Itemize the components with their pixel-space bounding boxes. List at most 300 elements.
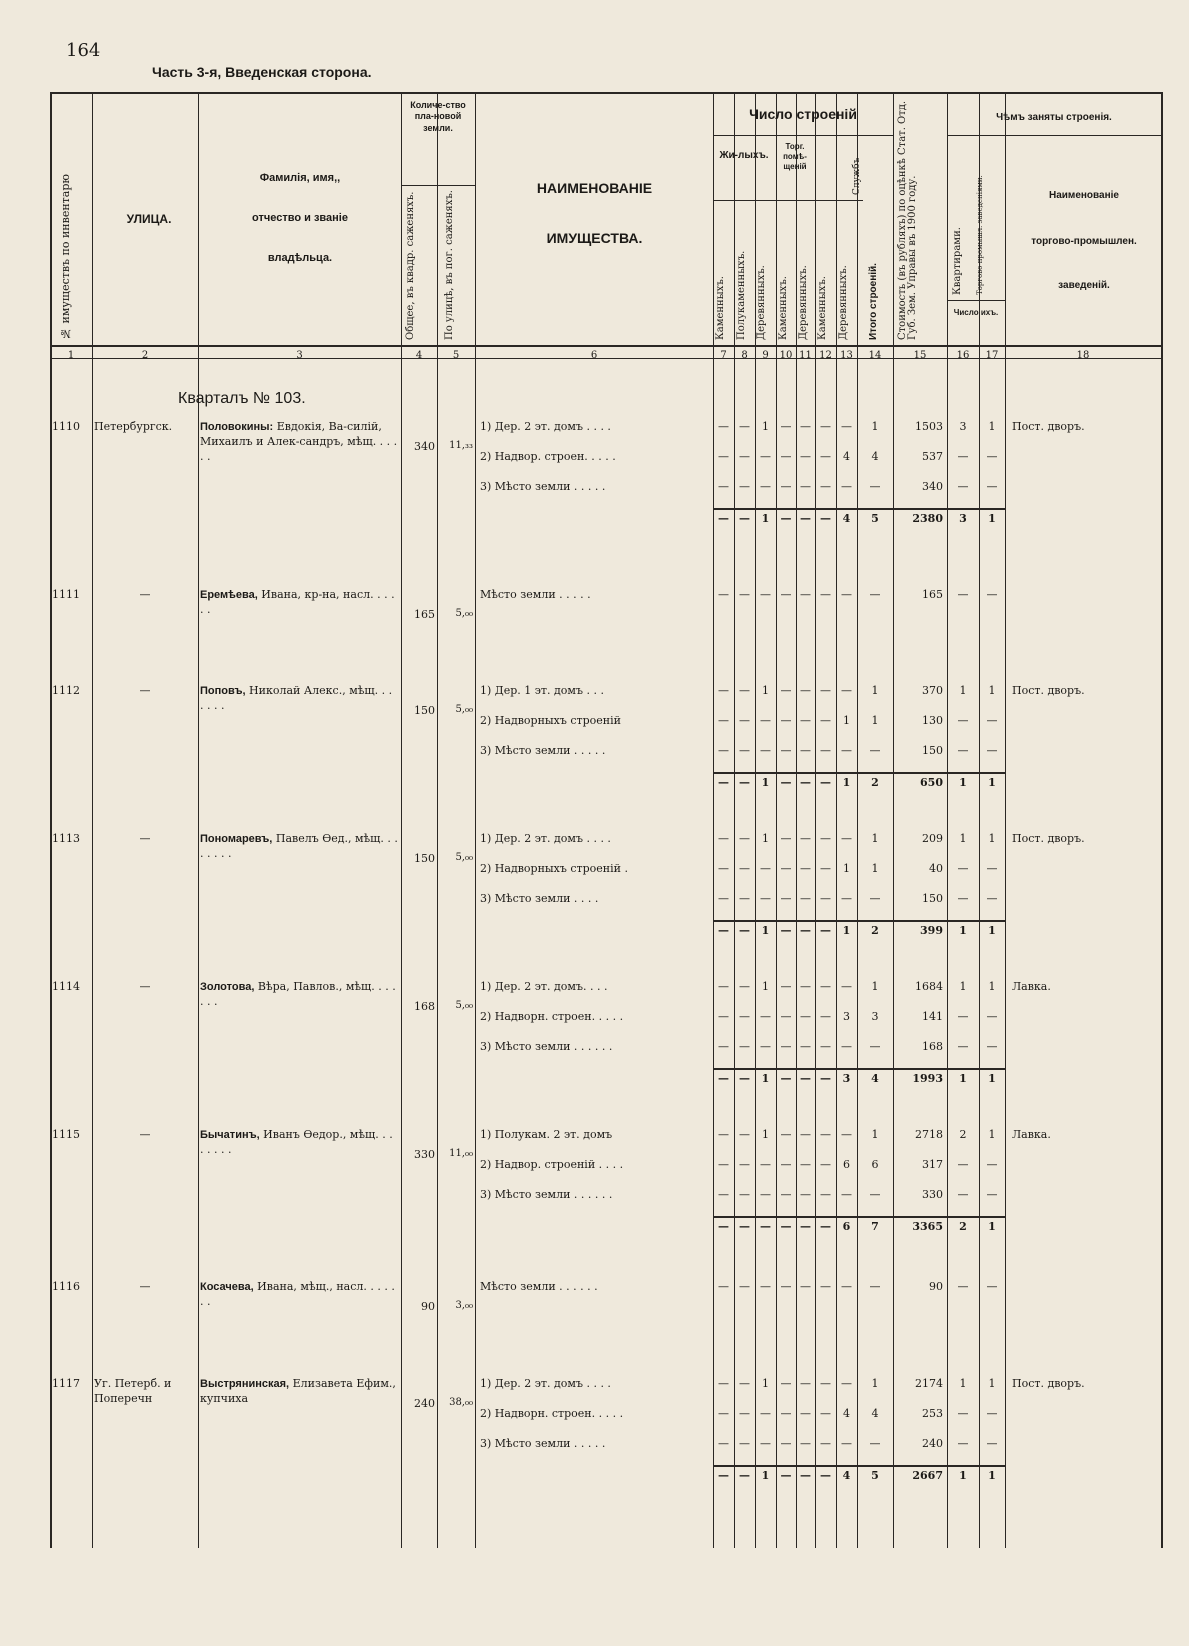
frontage: 5,₀₀ bbox=[455, 1000, 473, 1011]
property-item: 2) Надвор. строен. . . . . bbox=[480, 450, 616, 463]
street: — bbox=[139, 684, 151, 697]
building-count-cell: — bbox=[780, 892, 792, 905]
column-number: 2 bbox=[141, 350, 149, 361]
owner bbox=[200, 1128, 398, 1158]
building-count-cell: — bbox=[800, 1377, 811, 1390]
cost: 90 bbox=[929, 1280, 943, 1293]
header-trade-name-l3: заведеній. bbox=[1058, 280, 1110, 291]
building-count-cell: — bbox=[718, 1407, 729, 1420]
street: — bbox=[139, 1280, 151, 1293]
subtotal-count-cell: 5 bbox=[871, 512, 879, 525]
subtotal-count-cell: — bbox=[718, 1469, 729, 1482]
building-count-cell: 3 bbox=[843, 1010, 850, 1023]
building-count-cell: — bbox=[800, 1188, 811, 1201]
building-count-cell: — bbox=[780, 744, 792, 757]
subtotal-count-cell: 2 bbox=[871, 924, 879, 937]
header-occupied: Чѣмъ заняты строенія. bbox=[996, 112, 1112, 123]
building-count-cell: — bbox=[800, 420, 811, 433]
building-count-cell: — bbox=[841, 744, 852, 757]
property-item: 2) Надворн. строен. . . . . bbox=[480, 1407, 624, 1420]
building-count-cell: — bbox=[820, 1280, 831, 1293]
apartments-count: — bbox=[957, 1280, 969, 1293]
building-count-cell: 3 bbox=[871, 1010, 879, 1023]
trade-establishment: Пост. дворъ. bbox=[1012, 832, 1085, 845]
building-count-cell: — bbox=[760, 1280, 771, 1293]
cost: 253 bbox=[922, 1407, 943, 1420]
building-count-cell: — bbox=[718, 1377, 729, 1390]
owner bbox=[200, 832, 398, 862]
subtotal-count-cell: 1 bbox=[842, 924, 851, 937]
header-area: Общее, въ квадр. саженяхъ. bbox=[405, 191, 416, 340]
cost: 2174 bbox=[915, 1377, 943, 1390]
building-count-cell: — bbox=[718, 1280, 729, 1293]
building-count-cell: — bbox=[780, 450, 792, 463]
trade-count: 1 bbox=[988, 980, 996, 993]
building-count-cell: — bbox=[800, 1010, 811, 1023]
building-count-cell: — bbox=[800, 684, 811, 697]
building-count-cell: — bbox=[718, 450, 729, 463]
subtotal-cost: 3365 bbox=[912, 1220, 943, 1233]
owner-surname: Половокины: bbox=[200, 421, 274, 433]
trade-count: — bbox=[986, 744, 998, 757]
building-count-cell: — bbox=[760, 450, 771, 463]
page-number: 164 bbox=[66, 40, 101, 61]
frontage: 5,₀₀ bbox=[455, 608, 473, 619]
building-count-cell: — bbox=[760, 1188, 771, 1201]
owner-surname: Бычатинъ, bbox=[200, 1129, 260, 1141]
subtotal-count-cell: 2 bbox=[871, 776, 879, 789]
property-item: 3) Мѣсто земли . . . . bbox=[480, 892, 599, 905]
street: Петербургск. bbox=[94, 420, 173, 433]
subtotal-count-cell: — bbox=[739, 1469, 750, 1482]
building-count-cell: — bbox=[869, 480, 881, 493]
header-trade-name-l2: торгово-промышлен. bbox=[1031, 236, 1137, 247]
owner-details: Вѣра, Павлов., мѣщ. . . . . . . bbox=[200, 980, 396, 1008]
trade-count: — bbox=[986, 1407, 998, 1420]
building-count-cell: — bbox=[780, 1280, 792, 1293]
header-count: Число ихъ. bbox=[953, 308, 999, 317]
building-count-cell: — bbox=[800, 1040, 811, 1053]
owner bbox=[200, 420, 398, 465]
subtotal-count-cell: 1 bbox=[761, 512, 770, 525]
subtotal-count-cell: 7 bbox=[871, 1220, 879, 1233]
column-number: 11 bbox=[799, 350, 812, 361]
property-item: 2) Надворныхъ строеній bbox=[480, 714, 621, 727]
cost: 141 bbox=[922, 1010, 943, 1023]
subtotal-cost: 650 bbox=[920, 776, 943, 789]
building-count-cell: — bbox=[820, 450, 831, 463]
subtotal-trade: 1 bbox=[988, 776, 996, 789]
trade-count: — bbox=[986, 1158, 998, 1171]
inventory-number: 1115 bbox=[52, 1128, 80, 1141]
area: 330 bbox=[414, 1148, 435, 1161]
building-count-cell: 6 bbox=[871, 1158, 879, 1171]
subtotal-count-cell: — bbox=[739, 1220, 750, 1233]
frontage: 38,₀₀ bbox=[449, 1397, 473, 1408]
grid-line bbox=[1161, 92, 1163, 1548]
building-count-cell: — bbox=[739, 1128, 750, 1141]
building-count-cell: — bbox=[841, 588, 852, 601]
inventory-number: 1111 bbox=[52, 588, 80, 601]
trade-count: — bbox=[986, 588, 998, 601]
building-count-cell: — bbox=[820, 588, 831, 601]
building-count-cell: — bbox=[760, 480, 771, 493]
cost: 370 bbox=[922, 684, 943, 697]
building-count-cell: — bbox=[820, 1040, 831, 1053]
trade-establishment: Лавка. bbox=[1012, 1128, 1051, 1141]
owner-details: Николай Алекс., мѣщ. . . . . . . bbox=[200, 684, 393, 712]
column-number: 10 bbox=[779, 350, 793, 361]
owner-surname: Еремѣева, bbox=[200, 589, 258, 601]
building-count-cell: — bbox=[841, 420, 852, 433]
buildings-rule bbox=[713, 135, 893, 136]
property-item: Мѣсто земли . . . . . bbox=[480, 588, 591, 601]
subtotal-count-cell: — bbox=[780, 512, 792, 525]
subtotal-count-cell: 1 bbox=[761, 1072, 770, 1085]
grid-line bbox=[734, 92, 735, 1548]
building-count-cell: — bbox=[718, 480, 729, 493]
building-count-cell: — bbox=[739, 1040, 750, 1053]
header-frontage: По улицѣ, въ пог. саженяхъ. bbox=[444, 190, 455, 340]
building-count-cell: — bbox=[718, 1158, 729, 1171]
building-count-cell: — bbox=[780, 1377, 792, 1390]
cost: 40 bbox=[929, 862, 943, 875]
subtotal-count-cell: — bbox=[718, 512, 729, 525]
owner bbox=[200, 588, 398, 618]
building-count-cell: — bbox=[760, 1437, 771, 1450]
cost: 168 bbox=[922, 1040, 943, 1053]
building-count-cell: — bbox=[800, 1158, 811, 1171]
building-count-cell: — bbox=[820, 1158, 831, 1171]
trade-count: 1 bbox=[988, 1377, 996, 1390]
cost: 240 bbox=[922, 1437, 943, 1450]
grid-line bbox=[401, 92, 402, 1548]
apartments-count: — bbox=[957, 1407, 969, 1420]
building-count-cell: — bbox=[820, 1188, 831, 1201]
trade-count: 1 bbox=[988, 684, 996, 697]
building-count-cell: — bbox=[800, 450, 811, 463]
apartments-count: 1 bbox=[959, 684, 967, 697]
column-number: 6 bbox=[590, 350, 598, 361]
trade-count: — bbox=[986, 450, 998, 463]
header-buildings: Число строеній bbox=[749, 106, 857, 122]
building-count-cell: — bbox=[869, 1280, 881, 1293]
header-property-l2: ИМУЩЕСТВА. bbox=[546, 230, 643, 246]
building-count-cell: 1 bbox=[762, 832, 769, 845]
building-count-cell: — bbox=[739, 1377, 750, 1390]
count-rule bbox=[947, 300, 1005, 301]
property-item: 3) Мѣсто земли . . . . . . bbox=[480, 1188, 613, 1201]
building-count-cell: — bbox=[820, 832, 831, 845]
building-count-cell: — bbox=[820, 714, 831, 727]
trade-establishment: Лавка. bbox=[1012, 980, 1051, 993]
building-count-cell: 4 bbox=[843, 1407, 850, 1420]
apartments-count: — bbox=[957, 892, 969, 905]
grid-line bbox=[198, 92, 199, 1548]
building-count-cell: — bbox=[760, 588, 771, 601]
building-count-cell: — bbox=[718, 1010, 729, 1023]
land-qty-rule bbox=[401, 185, 475, 186]
building-count-cell: — bbox=[820, 892, 831, 905]
property-item: 1) Дер. 2 эт. домъ . . . . bbox=[480, 832, 611, 845]
property-item: 1) Дер. 2 эт. домъ . . . . bbox=[480, 1377, 611, 1390]
cost: 340 bbox=[922, 480, 943, 493]
building-count-cell: 4 bbox=[871, 1407, 879, 1420]
owner-details: Евдокія, Ва-силій, Михаилъ и Алек-сандръ, мѣщ. . . . . . bbox=[200, 420, 398, 463]
area: 165 bbox=[414, 608, 435, 621]
building-count-cell: — bbox=[760, 1407, 771, 1420]
subtotal-count-cell: — bbox=[718, 776, 729, 789]
grid-line bbox=[1005, 92, 1006, 1548]
owner-surname: Поповъ, bbox=[200, 685, 246, 697]
subtotal-count-cell: — bbox=[820, 924, 831, 937]
subtotal-rule bbox=[713, 1465, 1005, 1467]
apartments-count: 3 bbox=[959, 420, 967, 433]
subtotal-cost: 2380 bbox=[912, 512, 943, 525]
subtotal-count-cell: — bbox=[780, 1072, 792, 1085]
street: — bbox=[139, 588, 151, 601]
subtotal-count-cell: — bbox=[739, 1072, 750, 1085]
cost: 150 bbox=[922, 744, 943, 757]
building-count-cell: — bbox=[718, 1188, 729, 1201]
building-count-cell: 1 bbox=[871, 862, 879, 875]
header-residential: Жи-лыхъ. bbox=[719, 150, 769, 161]
trade-establishment: Пост. дворъ. bbox=[1012, 1377, 1085, 1390]
trade-count: — bbox=[986, 892, 998, 905]
subtotal-apartments: 1 bbox=[959, 924, 967, 937]
building-count-cell: — bbox=[739, 744, 750, 757]
cost: 330 bbox=[922, 1188, 943, 1201]
frontage: 3,₀₀ bbox=[455, 1300, 473, 1311]
building-count-cell: — bbox=[739, 1437, 750, 1450]
subtotal-rule bbox=[713, 1068, 1005, 1070]
header-bottom-rule bbox=[50, 345, 1161, 347]
building-count-cell: — bbox=[841, 980, 852, 993]
subtotal-count-cell: 4 bbox=[842, 1469, 851, 1482]
building-count-cell: 1 bbox=[871, 832, 879, 845]
building-count-cell: — bbox=[718, 744, 729, 757]
building-count-cell: — bbox=[780, 1010, 792, 1023]
property-item: Мѣсто земли . . . . . . bbox=[480, 1280, 598, 1293]
area: 150 bbox=[414, 852, 435, 865]
header-col14: Итого строеній. bbox=[868, 263, 879, 340]
header-trade: Торг. помѣ-щеній bbox=[783, 142, 807, 171]
building-count-cell: — bbox=[820, 480, 831, 493]
building-count-cell: — bbox=[718, 1437, 729, 1450]
cost: 2718 bbox=[915, 1128, 943, 1141]
building-count-cell: — bbox=[780, 1188, 792, 1201]
building-count-cell: — bbox=[820, 684, 831, 697]
building-count-cell: — bbox=[718, 832, 729, 845]
apartments-count: — bbox=[957, 1188, 969, 1201]
building-count-cell: — bbox=[718, 862, 729, 875]
building-count-cell: — bbox=[841, 1280, 852, 1293]
subtotal-count-cell: — bbox=[800, 1072, 811, 1085]
building-count-cell: — bbox=[800, 1437, 811, 1450]
building-count-cell: — bbox=[739, 892, 750, 905]
building-count-cell: — bbox=[780, 588, 792, 601]
header-col7: Каменныхъ. bbox=[715, 276, 726, 340]
trade-count: — bbox=[986, 1280, 998, 1293]
building-count-cell: — bbox=[780, 1128, 792, 1141]
column-number: 5 bbox=[452, 350, 460, 361]
property-item: 1) Дер. 2 эт. домъ. . . . bbox=[480, 980, 608, 993]
building-count-cell: — bbox=[800, 1280, 811, 1293]
property-item: 3) Мѣсто земли . . . . . bbox=[480, 480, 606, 493]
building-count-cell: 1 bbox=[871, 1377, 879, 1390]
apartments-count: — bbox=[957, 1040, 969, 1053]
apartments-count: 1 bbox=[959, 1377, 967, 1390]
building-count-cell: — bbox=[739, 832, 750, 845]
subtotal-count-cell: 1 bbox=[842, 776, 851, 789]
building-count-cell: — bbox=[760, 892, 771, 905]
apartments-count: 1 bbox=[959, 832, 967, 845]
building-count-cell: — bbox=[780, 1437, 792, 1450]
building-count-cell: 1 bbox=[871, 1128, 879, 1141]
subtotal-count-cell: — bbox=[718, 1220, 729, 1233]
building-count-cell: — bbox=[869, 744, 881, 757]
subtotal-count-cell: — bbox=[800, 1220, 811, 1233]
inventory-number: 1113 bbox=[52, 832, 80, 845]
area: 168 bbox=[414, 1000, 435, 1013]
building-count-cell: — bbox=[841, 1188, 852, 1201]
trade-count: — bbox=[986, 1188, 998, 1201]
building-count-cell: 1 bbox=[843, 862, 850, 875]
street: — bbox=[139, 980, 151, 993]
building-count-cell: — bbox=[841, 1377, 852, 1390]
owner-details: Ивана, кр-на, насл. . . . . . bbox=[200, 588, 395, 616]
trade-count: — bbox=[986, 1437, 998, 1450]
header-col9: Деревянныхъ. bbox=[756, 265, 767, 340]
property-item: 2) Надворн. строен. . . . . bbox=[480, 1010, 624, 1023]
subtotal-apartments: 1 bbox=[959, 1469, 967, 1482]
building-count-cell: — bbox=[800, 744, 811, 757]
building-count-cell: — bbox=[739, 684, 750, 697]
building-count-cell: — bbox=[869, 892, 881, 905]
column-number: 8 bbox=[741, 350, 748, 361]
inventory-number: 1116 bbox=[52, 1280, 80, 1293]
building-count-cell: 1 bbox=[843, 714, 850, 727]
grid-line bbox=[815, 92, 816, 1548]
building-count-cell: — bbox=[800, 862, 811, 875]
header-col8: Полукаменныхъ. bbox=[736, 250, 747, 340]
subtotal-trade: 1 bbox=[988, 512, 996, 525]
subtotal-count-cell: — bbox=[820, 1469, 831, 1482]
area: 90 bbox=[421, 1300, 435, 1313]
column-number: 14 bbox=[868, 350, 882, 361]
building-count-cell: — bbox=[820, 1128, 831, 1141]
building-count-cell: — bbox=[869, 1188, 881, 1201]
subtotal-count-cell: 1 bbox=[761, 1469, 770, 1482]
building-count-cell: — bbox=[869, 1437, 881, 1450]
building-count-cell: — bbox=[760, 744, 771, 757]
cost: 165 bbox=[922, 588, 943, 601]
header-owner-l2: отчество и званіе bbox=[252, 212, 348, 224]
subtotal-count-cell: 6 bbox=[842, 1220, 851, 1233]
trade-establishment: Пост. дворъ. bbox=[1012, 684, 1085, 697]
building-count-cell: — bbox=[780, 420, 792, 433]
building-count-cell: 1 bbox=[871, 684, 879, 697]
subtotal-count-cell: — bbox=[739, 776, 750, 789]
column-number: 3 bbox=[296, 350, 303, 361]
subtotal-count-cell: 1 bbox=[761, 924, 770, 937]
grid-line bbox=[475, 92, 476, 1548]
subtotal-rule bbox=[713, 772, 1005, 774]
owner-details: Павелъ Ѳед., мѣщ. . . . . . . . bbox=[200, 832, 398, 860]
building-count-cell: — bbox=[739, 420, 750, 433]
subtotal-count-cell: — bbox=[760, 1220, 771, 1233]
owner bbox=[200, 1377, 398, 1407]
building-count-cell: — bbox=[800, 1407, 811, 1420]
buildings-subrule bbox=[713, 200, 863, 201]
property-item: 2) Надвор. строеній . . . . bbox=[480, 1158, 624, 1171]
building-count-cell: 4 bbox=[843, 450, 850, 463]
building-count-cell: — bbox=[820, 862, 831, 875]
cost: 1503 bbox=[915, 420, 943, 433]
owner-surname: Золотова, bbox=[200, 981, 255, 993]
trade-count: 1 bbox=[988, 420, 996, 433]
subtotal-count-cell: — bbox=[800, 924, 811, 937]
building-count-cell: — bbox=[780, 1407, 792, 1420]
property-item: 3) Мѣсто земли . . . . . bbox=[480, 744, 606, 757]
building-count-cell: — bbox=[760, 862, 771, 875]
header-property-l1: НАИМЕНОВАНІЕ bbox=[536, 180, 653, 196]
trade-count: — bbox=[986, 714, 998, 727]
apartments-count: — bbox=[957, 588, 969, 601]
trade-count: — bbox=[986, 862, 998, 875]
owner-surname: Косачева, bbox=[200, 1281, 254, 1293]
owner-surname: Выстрянинская, bbox=[200, 1378, 290, 1390]
subtotal-rule bbox=[713, 920, 1005, 922]
building-count-cell: — bbox=[718, 714, 729, 727]
frontage: 5,₀₀ bbox=[455, 704, 473, 715]
building-count-cell: — bbox=[739, 588, 750, 601]
building-count-cell: — bbox=[739, 1158, 750, 1171]
building-count-cell: — bbox=[780, 1040, 792, 1053]
building-count-cell: 1 bbox=[762, 420, 769, 433]
subtotal-count-cell: — bbox=[780, 1220, 792, 1233]
building-count-cell: — bbox=[820, 980, 831, 993]
street: Уг. Петерб. и Поперечн bbox=[94, 1377, 172, 1405]
trade-count: 1 bbox=[988, 1128, 996, 1141]
subtotal-count-cell: — bbox=[820, 1220, 831, 1233]
property-item: 2) Надворныхъ строеній . bbox=[480, 862, 628, 875]
building-count-cell: — bbox=[841, 1437, 852, 1450]
building-count-cell: — bbox=[800, 980, 811, 993]
apartments-count: 1 bbox=[959, 980, 967, 993]
owner-details: Елизавета Ефим., купчиха bbox=[200, 1377, 396, 1405]
street: — bbox=[139, 1128, 151, 1141]
header-land-qty: Количе-ство пла-новой земли. bbox=[410, 100, 466, 133]
header-col10: Каменныхъ. bbox=[778, 276, 789, 340]
subtotal-count-cell: 4 bbox=[842, 512, 851, 525]
header-owner-l1: Фамилія, имя,, bbox=[259, 172, 341, 184]
building-count-cell: 1 bbox=[871, 420, 879, 433]
trade-establishment: Пост. дворъ. bbox=[1012, 420, 1085, 433]
header-street: УЛИЦА. bbox=[126, 212, 172, 226]
header-col13: Деревянныхъ. bbox=[838, 265, 849, 340]
owner-surname: Пономаревъ, bbox=[200, 833, 273, 845]
building-count-cell: — bbox=[760, 1010, 771, 1023]
subtotal-count-cell: — bbox=[780, 1469, 792, 1482]
building-count-cell: — bbox=[800, 832, 811, 845]
property-item: 3) Мѣсто земли . . . . . bbox=[480, 1437, 606, 1450]
column-number: 13 bbox=[840, 350, 853, 361]
building-count-cell: — bbox=[718, 1128, 729, 1141]
building-count-cell: — bbox=[820, 744, 831, 757]
subtotal-apartments: 2 bbox=[959, 1220, 967, 1233]
inventory-number: 1117 bbox=[52, 1377, 80, 1390]
